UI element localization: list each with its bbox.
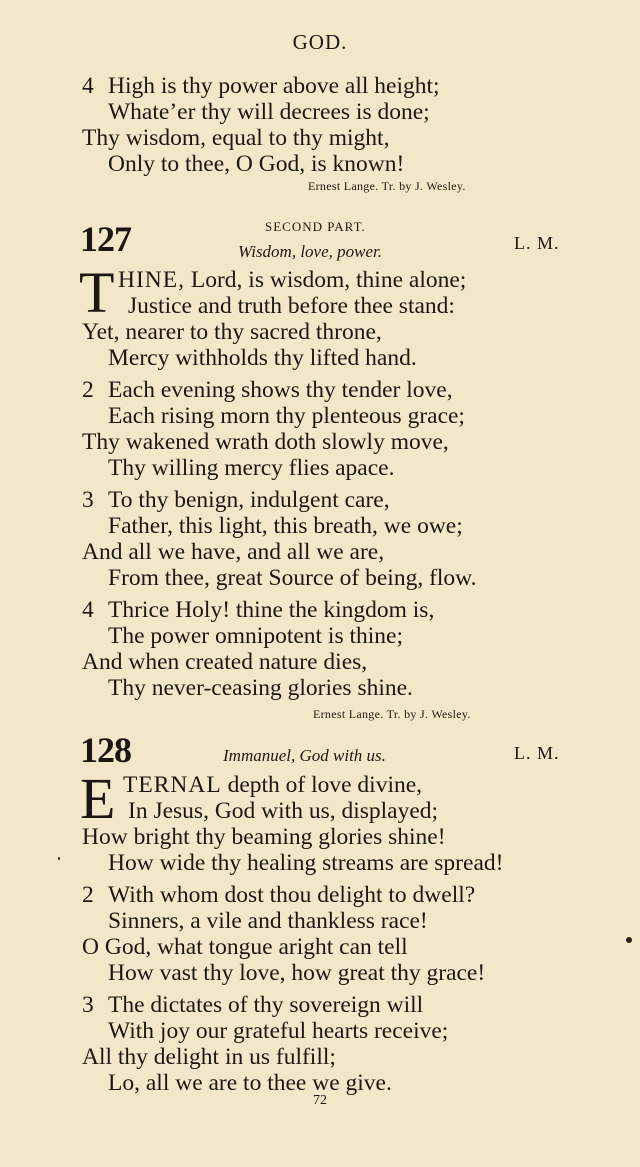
hymn127-verse2-line1: 2 Each evening shows thy tender love, (82, 377, 453, 403)
hymn127-verse4-line1: 4 Thrice Holy! thine the kingdom is, (82, 597, 435, 623)
ink-speck (626, 937, 632, 943)
hymn127-verse4-line4: Thy never-ceasing glories shine. (108, 675, 413, 701)
hymn128-verse2-line3: O God, what tongue aright can tell (82, 934, 408, 960)
hymn127-meter: L. M. (514, 233, 560, 253)
hymn127-verse3-line3: And all we have, and all we are, (82, 539, 385, 565)
hymn126-verse4-line3: Thy wisdom, equal to thy might, (82, 125, 390, 151)
hymn-number-128: 128 (80, 730, 131, 770)
hymn128-verse1-line2: In Jesus, God with us, displayed; (128, 798, 439, 824)
hymn126-verse4-line4: Only to thee, O God, is known! (108, 151, 405, 177)
hymn127-verse1-line4: Mercy withholds thy lifted hand. (108, 345, 417, 371)
hymn128-verse1-line4: How wide thy healing streams are spread! (108, 850, 504, 876)
hymn128-subtitle: Immanuel, God with us. (223, 746, 386, 765)
page-header: GOD. (292, 30, 348, 54)
hymn128-meter: L. M. (514, 743, 560, 763)
hymn127-credit: Ernest Lange. Tr. by J. Wesley. (313, 707, 471, 721)
hymn127-verse3-line4: From thee, great Source of being, flow. (108, 565, 477, 591)
page-number: 72 (313, 1093, 327, 1108)
hymn128-verse1-line3: How bright thy beaming glories shine! (82, 824, 446, 850)
hymn128-verse2-line1: 2 With whom dost thou delight to dwell? (82, 882, 476, 908)
hymn128-verse3-line1: 3 The dictates of thy sovereign will (82, 992, 424, 1018)
hymn127-verse3-line1: 3 To thy benign, indulgent care, (82, 487, 390, 513)
hymn127-verse2-line3: Thy wakened wrath doth slowly move, (82, 429, 449, 455)
hymn128-verse1-line1: TERNAL depth of love divine, (123, 772, 423, 798)
hymn126-credit: Ernest Lange. Tr. by J. Wesley. (308, 179, 466, 193)
hymn128-verse3-line2: With joy our grateful hearts receive; (108, 1018, 449, 1044)
hymn127-verse2-line4: Thy willing mercy flies apace. (108, 455, 395, 481)
hymn126-verse4-line1: 4 High is thy power above all height; (82, 73, 440, 99)
hymn127-subtitle: Wisdom, love, power. (238, 242, 383, 261)
hymn-number-127: 127 (80, 219, 131, 259)
hymn127-part-label: SECOND PART. (265, 219, 366, 234)
hymn127-verse1-line1: HINE, Lord, is wisdom, thine alone; (118, 267, 467, 293)
hymn127-verse4-line2: The power omnipotent is thine; (108, 623, 404, 649)
hymn127-verse1-line2: Justice and truth before thee stand: (128, 293, 455, 319)
hymn128-verse2-line4: How vast thy love, how great thy grace! (108, 960, 486, 986)
hymn127-verse3-line2: Father, this light, this breath, we owe; (108, 513, 463, 539)
hymn127-verse2-line2: Each rising morn thy plenteous grace; (108, 403, 465, 429)
hymn128-verse3-line3: All thy delight in us fulfill; (82, 1044, 336, 1070)
hymn127-dropcap: T (79, 260, 115, 325)
hymn127-verse4-line3: And when created nature dies, (82, 649, 368, 675)
ink-speck-small (58, 857, 60, 860)
hymn126-verse4-line2: Whate’er thy will decrees is done; (108, 99, 430, 125)
hymn128-verse2-line2: Sinners, a vile and thankless race! (108, 908, 428, 934)
hymn127-verse1-line3: Yet, nearer to thy sacred throne, (82, 319, 382, 345)
hymn128-verse3-line4: Lo, all we are to thee we give. (108, 1070, 392, 1096)
hymn128-dropcap: E (80, 766, 116, 831)
